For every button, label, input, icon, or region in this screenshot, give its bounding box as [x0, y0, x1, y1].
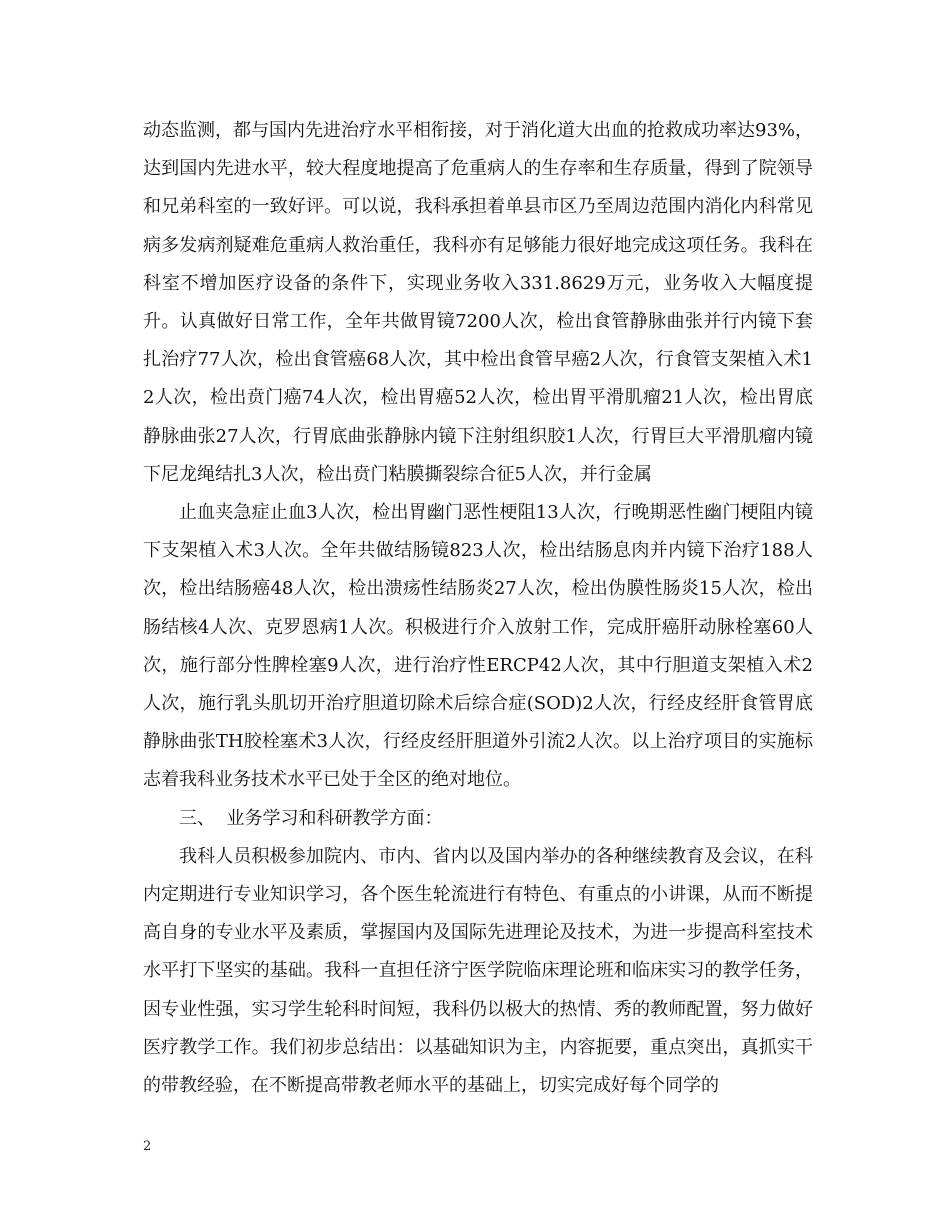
paragraph-study-teaching: 我科人员积极参加院内、市内、省内以及国内举办的各种继续教育及会议，在科内定期进行专业知识学习，各个医生轮流进行有特色、有重点的小讲课，从而不断提高自身的专业水平及素质，掌握国内及国际先进理论及技术，为进一步提高科室技术水平打下坚实的基础。我科一直担任济宁医学院临床理论班和临床实习的教学任务，因专业性强，实习学生轮科时间短，我科仍以极大的热情、秀的教师配置，努力做好医疗教学工作。我们初步总结出：以基础知识为主，内容扼要，重点突出，真抓实干的带教经验，在不断提高带教老师水平的基础上，切实完成好每个同学的 [143, 845, 813, 1097]
section-heading: 三、 业务学习和科研教学方面： [179, 807, 443, 829]
document-body [143, 112, 813, 1105]
paragraph-treatment-stats: 止血夹急症止血3人次，检出胃幽门恶性梗阻13人次，行晚期恶性幽门梗阻内镜下支架植入术3人次。全年共做结肠镜823人次，检出结肠息肉并内镜下治疗188人次，检出结肠癌48人次，检出溃疡性结肠炎27人次，检出伪膜性肠炎15人次，检出肠结核4人次、克罗恩病1人次。积极进行介入放射工作，完成肝癌肝动脉栓塞60人次，施行部分性脾栓塞9人次，进行治疗性ERCP42人次，其中行胆道支架植入术2人次，施行乳头肌切开治疗胆道切除术后综合症(SOD)2人次，行经皮经肝食管胃底静脉曲张TH胶栓塞术3人次，行经皮经肝胆道外引流2人次。以上治疗项目的实施标志着我科业务技术水平已处于全区的绝对地位。 [143, 502, 813, 791]
page-number: 2 [143, 1139, 152, 1154]
paragraph-continued: 动态监测，都与国内先进治疗水平相衔接，对于消化道大出血的抢救成功率达93%，达到国内先进水平，较大程度地提高了危重病人的生存率和生存质量，得到了院领导和兄弟科室的一致好评。可以说，我科承担着单县市区乃至周边范围内消化内科常见病多发病剂疑难危重病人救治重任，我科亦有足够能力很好地完成这项任务。我科在科室不增加医疗设备的条件下，实现业务收入331.8629万元，业务收入大幅度提升。认真做好日常工作，全年共做胃镜7200人次，检出食管静脉曲张并行内镜下套扎治疗77人次，检出食管癌68人次，其中检出食管早癌2人次，行食管支架植入术12人次，检出贲门癌74人次，检出胃癌52人次，检出胃平滑肌瘤21人次，检出胃底静脉曲张27人次，行胃底曲张静脉内镜下注射组织胶1人次，行胃巨大平滑肌瘤内镜下尼龙绳结扎3人次，检出贲门粘膜撕裂综合征5人次，并行金属 [143, 120, 814, 485]
